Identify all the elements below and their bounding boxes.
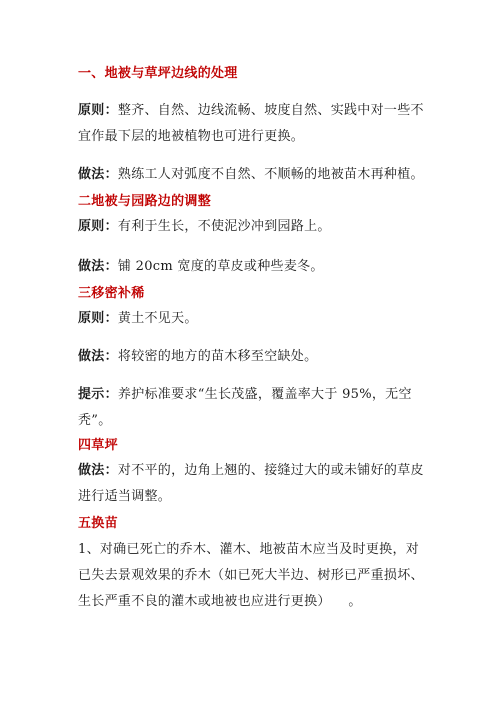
section-1-method: [78, 162, 430, 188]
section-5-heading: 五换苗: [78, 516, 118, 531]
tip-label: 提示：: [78, 387, 118, 402]
section-3-heading: 三移密补稀: [78, 286, 145, 301]
method-text: 铺 20cm 宽度的草皮或种些麦冬。: [117, 259, 324, 274]
method-label: 做法：: [78, 463, 118, 478]
principle-label: 原则：: [78, 219, 118, 234]
section-4-heading: 四草坪: [78, 438, 118, 453]
principle-text: 黄土不见天。: [117, 311, 198, 326]
method-label: 做法：: [78, 349, 118, 364]
section-2-method: [78, 254, 430, 280]
method-text: 将较密的地方的苗木移至空缺处。: [117, 349, 318, 364]
method-label: 做法：: [78, 167, 118, 182]
method-text: 对不平的，边角上翘的、接缝过大的或未铺好的草皮进行适当调整。: [78, 463, 424, 504]
tip-text: 养护标准要求“生长茂盛，覆盖率大于 95%，无空秃”。: [78, 387, 412, 428]
section-3-tip: [78, 382, 418, 434]
section-3-method: [78, 344, 430, 370]
section-4-method: [78, 458, 430, 510]
section-1-heading: 一、地被与草坪边线的处理: [78, 66, 238, 81]
principle-label: 原则：: [78, 103, 118, 118]
section-3-principle: [78, 306, 430, 332]
principle-text: 整齐、自然、边线流畅、坡度自然、实践中对一些不宜作最下层的地被植物也可进行更换。: [78, 103, 424, 144]
method-label: 做法：: [78, 259, 118, 274]
section-5-item-1: 1、对确已死亡的乔木、灌木、地被苗木应当及时更换，对已失去景观效果的乔木（如已死大半边、树形已严重损坏、生长严重不良的灌木或地被也应进行更换） 。: [78, 542, 424, 609]
section-2-principle: [78, 214, 430, 240]
section-2-heading: 二地被与园路边的调整: [78, 194, 212, 209]
section-1-principle: [78, 98, 430, 150]
method-text: 熟练工人对弧度不自然、不顺畅的地被苗木再种植。: [117, 167, 424, 182]
principle-text: 有利于生长，不使泥沙冲到园路上。: [117, 219, 331, 234]
principle-label: 原则：: [78, 311, 118, 326]
